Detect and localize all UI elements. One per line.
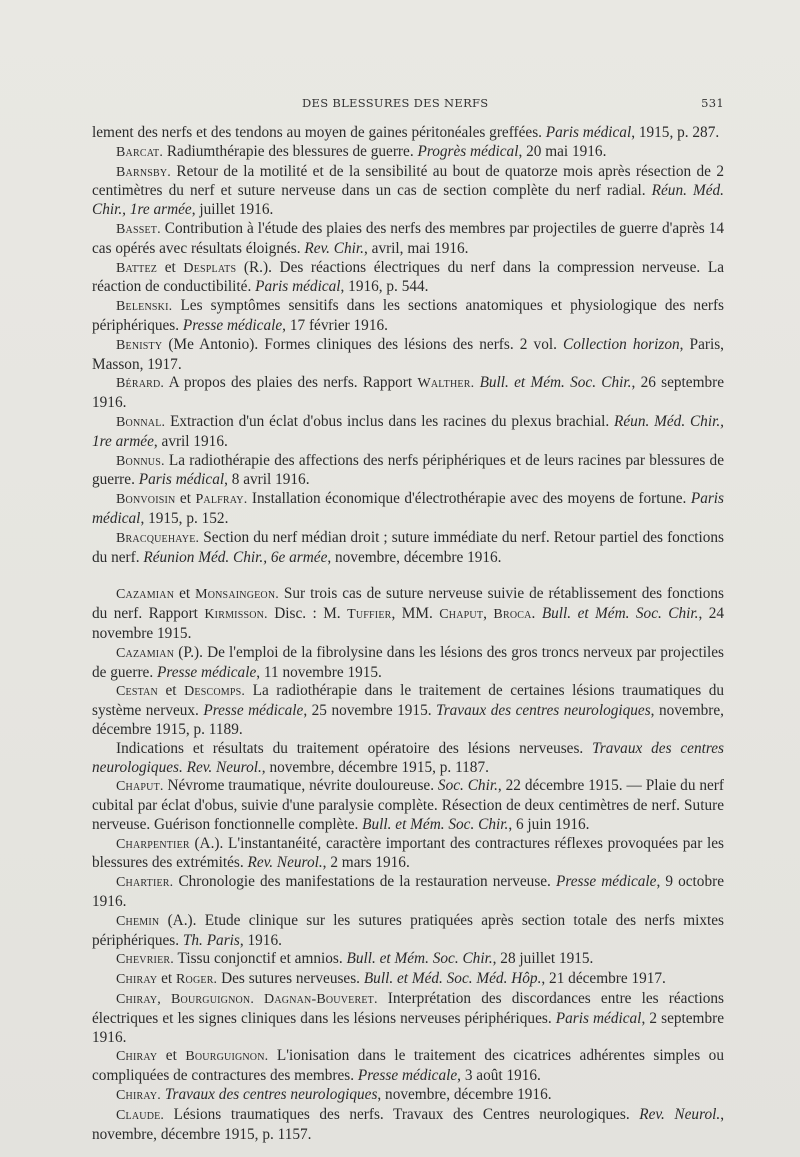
- bibliography-entry: [92, 259, 724, 298]
- bibliography-entry: [92, 143, 724, 163]
- author-name: Chiray: [116, 972, 158, 988]
- author-name: Cestan: [116, 684, 158, 700]
- entry-text: Les symptômes sensitifs dans les sections anatomiques et physiologique des nerfs périphériques.: [92, 297, 724, 334]
- running-title: DES BLESSURES DES NERFS: [302, 96, 489, 110]
- bibliography-entry: [92, 873, 724, 912]
- entry-text: (R.). Des réactions électriques du nerf dans la compression nerveuse. La réaction de conductibilité.: [92, 258, 724, 296]
- entry-text: Interprétation des discordances entre les réactions électriques et les signes cliniques dans les lésions nerveuses périphériques.: [92, 990, 724, 1027]
- publication-title: Bull. et Mém. Soc. Chir.: [346, 950, 493, 968]
- author-name: Bonnus.: [116, 453, 165, 469]
- publication-title: Presse médicale: [156, 663, 257, 681]
- entry-text: La radiothérapie des affections des nerfs périphériques et de leurs racines par blessures de guerre.: [92, 451, 724, 489]
- bibliography-list: [92, 124, 724, 1144]
- entry-text: , 9 octobre 1916.: [92, 873, 724, 911]
- entry-text: , 20 mai 1916.: [518, 142, 607, 160]
- entry-text: La radiothérapie dans le traitement de certaines lésions traumatiques du système nerveux.: [92, 682, 724, 720]
- author-name: Basset.: [116, 221, 161, 237]
- bibliography-entry: [92, 990, 724, 1047]
- entry-text: , 2 mars 1916.: [322, 854, 410, 872]
- publication-title: Collection horizon: [563, 335, 680, 353]
- author-name: Bonvoisin: [116, 492, 176, 508]
- publication-title: Travaux des centres neurologiques: [164, 1086, 378, 1104]
- entry-text: (A.). Etude clinique sur les sutures pratiquées après section totale des nerfs mixtes périphériques.: [92, 911, 724, 949]
- bibliography-entry: [92, 950, 724, 970]
- entry-text: Installation économique d'électrothérapie avec des moyens de fortune.: [247, 490, 691, 508]
- entry-text: Lésions traumatiques des nerfs. Travaux des Centres neurologiques.: [164, 1105, 640, 1123]
- entry-text: , MM.: [391, 605, 440, 623]
- bibliography-entry: [92, 452, 724, 491]
- entry-text: Contribution à l'étude des plaies des nerfs des membres par projectiles de guerre d'après 14 cas opérés avec résultats éloignés.: [92, 219, 724, 257]
- publication-title: Travaux des centres neurologiques: [436, 702, 651, 720]
- publication-title: Presse médicale: [203, 702, 304, 720]
- entry-text: (A.). L'instantanéité, caractère important des contractures réflexes provoquées par les blessures des extrémités.: [92, 834, 724, 872]
- entry-text: , 1916.: [239, 931, 282, 949]
- bibliography-entry: [92, 912, 724, 951]
- entry-text: Des sutures nerveuses.: [217, 970, 364, 988]
- entry-text: lement des nerfs et des tendons au moyen de gaines péritonéales greffées.: [92, 124, 546, 141]
- publication-title: Travaux des centres neurologiques. Rev. Neurol.: [92, 739, 724, 776]
- author-name: Walther.: [417, 376, 475, 392]
- author-name: Barcat.: [116, 144, 164, 160]
- author-name: Charpentier: [116, 836, 190, 852]
- author-name: Kirmisson.: [204, 607, 268, 623]
- entry-text: Disc. : M.: [267, 605, 348, 623]
- entry-text: , novembre, décembre 1916.: [377, 1086, 552, 1104]
- entry-text: (P.). De l'emploi de la fibrolysine dans les lésions des gros troncs nerveux par projectiles de guerre.: [92, 643, 724, 681]
- bibliography-entry: [92, 374, 724, 413]
- publication-title: Bull. et Mém. Soc. Chir.: [362, 815, 509, 833]
- entry-text: , 22 décembre 1915. — Plaie du nerf cubital par éclat d'obus, suivie d'une paralysie complète. Résection de deux centimètres de nerf. Suture nerveuse. Guérison fonctionnelle complète.: [92, 777, 724, 833]
- author-name: Chevrier.: [116, 952, 174, 968]
- bibliography-entry: [92, 740, 724, 778]
- author-name: Chartier.: [116, 875, 174, 891]
- author-name: Broca: [493, 607, 532, 623]
- entry-text: , 1915, p. 287.: [631, 124, 720, 141]
- page-number: 531: [701, 96, 724, 110]
- publication-title: Bull. et Mém. Soc. Chir.: [541, 605, 699, 623]
- author-name: Bérard.: [116, 376, 165, 392]
- publication-title: Bull. et Mém. Soc. Chir.: [479, 374, 632, 392]
- author-name: Desplats: [183, 260, 237, 276]
- entry-text: et: [174, 585, 196, 603]
- entry-text: Chronologie des manifestations de la restauration nerveuse.: [173, 873, 556, 891]
- author-name: Chaput: [439, 607, 484, 623]
- bibliography-entry: [92, 336, 724, 375]
- publication-title: Réun. Méd. Chir., 1re armée: [92, 182, 724, 219]
- author-name: Descomps.: [184, 684, 246, 700]
- entry-text: .: [531, 605, 542, 623]
- publication-title: Rev. Neurol.: [247, 854, 323, 872]
- publication-title: Progrès médical: [417, 142, 519, 160]
- publication-title: Soc. Chir.: [437, 777, 498, 795]
- entry-text: , 17 février 1916.: [282, 316, 388, 334]
- bibliography-entry: [92, 163, 724, 220]
- author-name: Tuffier: [347, 607, 392, 623]
- entry-text: Retour de la motilité et de la sensibilité au bout de quatorze mois après résection de 2 centimètres du nerf et suture nerveuse dans un cas de section complète du nerf radial.: [92, 162, 724, 200]
- bibliography-entry: [92, 490, 724, 529]
- bibliography-entry: [92, 1047, 724, 1086]
- entry-text: Extraction d'un éclat d'obus inclus dans les racines du plexus brachial.: [165, 412, 615, 430]
- entry-text: Sur trois cas de suture nerveuse suivie de rétablissement des fonctions du nerf. Rapport: [92, 585, 724, 623]
- entry-text: , 1916, p. 544.: [340, 278, 429, 296]
- publication-title: Bull. et Méd. Soc. Méd. Hôp.: [363, 970, 542, 988]
- author-name: Claude.: [116, 1107, 165, 1123]
- bibliography-entry: [92, 220, 724, 259]
- author-name: Chemin: [116, 913, 160, 929]
- author-name: Benisty: [116, 337, 163, 353]
- author-name: Chaput.: [116, 779, 164, 795]
- bibliography-entry: [92, 835, 724, 874]
- entry-text: , novembre, décembre 1915, p. 1187.: [261, 758, 489, 776]
- entry-text: , 26 septembre 1916.: [92, 374, 725, 412]
- publication-title: Réun. Méd. Chir., 1re armée: [92, 412, 724, 450]
- publication-title: Rev. Chir.: [304, 239, 364, 257]
- author-name: Monsaingeon.: [195, 587, 279, 603]
- entry-text: Radiumthérapie des blessures de guerre.: [163, 142, 418, 160]
- bibliography-entry: [92, 529, 724, 568]
- entry-text: , Paris, Masson, 1917.: [92, 335, 724, 373]
- bibliography-entry: [92, 1086, 724, 1106]
- entry-text: , novembre, décembre 1916.: [327, 548, 502, 566]
- author-name: Bonnal.: [116, 414, 166, 430]
- publication-title: Th. Paris: [182, 931, 240, 949]
- entry-text: , novembre, décembre 1915, p. 1189.: [92, 702, 724, 738]
- publication-title: Presse médicale: [182, 316, 283, 334]
- author-name: Battez: [116, 260, 158, 276]
- entry-text: et: [157, 682, 185, 700]
- bibliography-entry: [92, 413, 724, 452]
- bibliography-entry: [92, 682, 724, 739]
- entry-text: Tissu conjonctif et amnios.: [173, 950, 347, 968]
- entry-text: , novembre, décembre 1915, p. 1157.: [92, 1105, 725, 1143]
- author-name: Belenski.: [116, 299, 173, 315]
- author-name: Bourguignon.: [185, 1049, 269, 1065]
- entry-text: , 6 juin 1916.: [508, 815, 590, 833]
- publication-title: Paris médical: [555, 1009, 642, 1027]
- entry-text: , 28 juillet 1915.: [492, 950, 594, 968]
- section-gap: [92, 567, 724, 585]
- author-name: Palfray.: [195, 492, 248, 508]
- entry-text: , 25 novembre 1915.: [303, 702, 437, 720]
- entry-text: , juillet 1916.: [191, 201, 274, 219]
- bibliography-entry: [92, 777, 724, 834]
- bibliography-entry: [92, 585, 724, 643]
- entry-text: , 2 septembre 1916.: [92, 1009, 724, 1046]
- entry-text: ,: [483, 605, 494, 623]
- publication-title: Rev. Neurol.: [639, 1105, 721, 1123]
- entry-text: , 3 août 1916.: [457, 1067, 541, 1085]
- entry-text: et: [157, 258, 184, 276]
- publication-title: Paris médical: [545, 124, 632, 141]
- entry-text: , 8 avril 1916.: [224, 471, 310, 489]
- entry-text: et: [157, 1047, 186, 1065]
- publication-title: Presse médicale: [555, 873, 657, 891]
- author-name: Barnsby.: [116, 164, 172, 180]
- author-name: Roger.: [176, 972, 218, 988]
- publication-title: Presse médicale: [357, 1067, 458, 1085]
- bibliography-entry: [92, 644, 724, 683]
- entry-text: et: [157, 970, 176, 988]
- entry-text: , 21 décembre 1917.: [541, 970, 666, 988]
- bibliography-entry: [92, 970, 724, 990]
- entry-text: A propos des plaies des nerfs. Rapport: [164, 374, 418, 392]
- publication-title: Réunion Méd. Chir., 6e armée: [143, 548, 328, 566]
- entry-text: Indications et résultats du traitement opératoire des lésions nerveuses.: [116, 739, 593, 757]
- author-name: Cazamian: [116, 587, 175, 603]
- entry-text: , 24 novembre 1915.: [92, 605, 725, 642]
- entry-text: , avril, mai 1916.: [364, 239, 469, 257]
- author-name: Chiray: [116, 1049, 158, 1065]
- entry-text: (Me Antonio). Formes cliniques des lésions des nerfs. 2 vol.: [162, 335, 564, 353]
- author-name: Bracquehaye.: [116, 530, 200, 546]
- publication-title: Paris médical: [255, 278, 341, 296]
- author-name: Chiray.: [116, 1088, 161, 1104]
- entry-text: et: [175, 490, 196, 508]
- entry-text: , avril 1916.: [153, 432, 228, 450]
- author-name: Chiray, Bourguignon. Dagnan-Bouveret.: [116, 992, 378, 1008]
- bibliography-entry: [92, 124, 724, 143]
- publication-title: Paris médical: [138, 471, 225, 489]
- entry-text: , 11 novembre 1915.: [256, 663, 382, 681]
- bibliography-entry: [92, 1106, 724, 1145]
- publication-title: Paris médical: [92, 490, 724, 527]
- entry-text: Névrome traumatique, névrite douloureuse.: [163, 777, 438, 795]
- author-name: Cazamian: [116, 645, 175, 661]
- entry-text: , 1915, p. 152.: [140, 509, 229, 527]
- entry-text: Section du nerf médian droit ; suture immédiate du nerf. Retour partiel des fonctions du nerf.: [92, 528, 724, 566]
- bibliography-entry: [92, 297, 724, 336]
- entry-text: L'ionisation dans le traitement des cicatrices adhérentes simples ou compliquées de contractures des membres.: [92, 1047, 724, 1085]
